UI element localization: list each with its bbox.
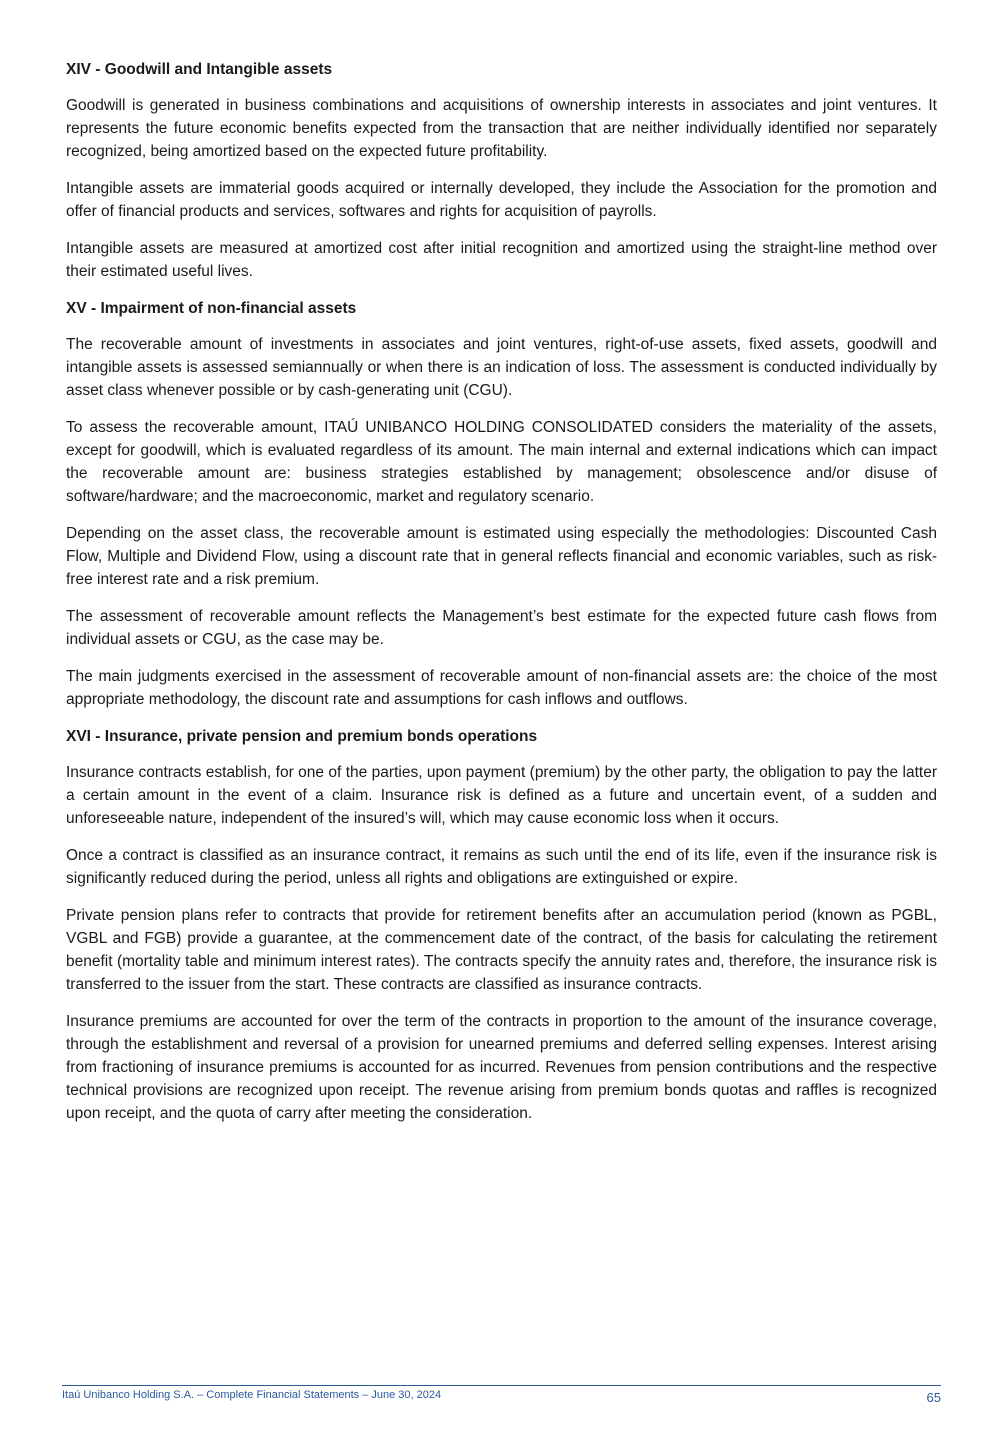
paragraph: Depending on the asset class, the recoverable amount is estimated using especially the methodologies: Discounted Cash Flow, Multiple and Dividend Flow, using a discount rate that in general reflects financial and economic variables, such as risk-free interest rate and a risk premium. xyxy=(66,525,937,588)
paragraph: The main judgments exercised in the assessment of recoverable amount of non-financial assets are: the choice of the most appropriate methodology, the discount rate and assumptions for cash inflows and outflows. xyxy=(66,668,937,708)
paragraph: The recoverable amount of investments in associates and joint ventures, right-of-use assets, fixed assets, goodwill and intangible assets is assessed semiannually or when there is an indication of loss. The assessment is conducted individually by asset class whenever possible or by cash-generating unit (CGU). xyxy=(66,336,937,399)
paragraph: Goodwill is generated in business combinations and acquisitions of ownership interests in associates and joint ventures. It represents the future economic benefits expected from the transaction that are neither individually identified nor separately recognized, being amortized based on the expected future profitability. xyxy=(66,97,937,160)
page-number: 65 xyxy=(926,1390,941,1405)
section-heading: XVI - Insurance, private pension and premium bonds operations xyxy=(66,728,538,745)
section-xv xyxy=(66,297,937,711)
page-footer xyxy=(62,1385,941,1405)
paragraph: The assessment of recoverable amount reflects the Management’s best estimate for the expected future cash flows from individual assets or CGU, as the case may be. xyxy=(66,608,937,648)
paragraph: Intangible assets are measured at amortized cost after initial recognition and amortized using the straight-line method over their estimated useful lives. xyxy=(66,240,937,280)
paragraph: Intangible assets are immaterial goods acquired or internally developed, they include the Association for the promotion and offer of financial products and services, softwares and rights for acquisition of payrolls. xyxy=(66,180,937,220)
section-heading: XV - Impairment of non-financial assets xyxy=(66,300,357,317)
paragraph: Private pension plans refer to contracts that provide for retirement benefits after an accumulation period (known as PGBL, VGBL and FGB) provide a guarantee, at the commencement date of the contract, of the basis for calculating the retirement benefit (mortality table and minimum interest rates). The contracts specify the annuity rates and, therefore, the insurance risk is transferred to the issuer from the start. These contracts are classified as insurance contracts. xyxy=(66,907,937,993)
section-heading: XIV - Goodwill and Intangible assets xyxy=(66,61,333,78)
section-xvi xyxy=(66,725,937,1125)
section-xiv xyxy=(66,58,937,283)
paragraph: Once a contract is classified as an insurance contract, it remains as such until the end of its life, even if the insurance risk is significantly reduced during the period, unless all rights and obligations are extinguished or expire. xyxy=(66,847,937,887)
footer-document-title: Itaú Unibanco Holding S.A. – Complete Financial Statements – June 30, 2024 xyxy=(62,1389,442,1401)
paragraph: Insurance contracts establish, for one of the parties, upon payment (premium) by the other party, the obligation to pay the latter a certain amount in the event of a claim. Insurance risk is defined as a future and uncertain event, of a sudden and unforeseeable nature, independent of the insured’s will, which may cause economic loss when it occurs. xyxy=(66,764,937,827)
document-body xyxy=(66,58,937,1139)
paragraph: Insurance premiums are accounted for over the term of the contracts in proportion to the amount of the insurance coverage, through the establishment and reversal of a provision for unearned premiums and deferred selling expenses. Interest arising from fractioning of insurance premiums is accounted for as incurred. Revenues from pension contributions and the respective technical provisions are recognized upon receipt. The revenue arising from premium bonds quotas and raffles is recognized upon receipt, and the quota of carry after meeting the consideration. xyxy=(66,1013,937,1122)
paragraph: To assess the recoverable amount, ITAÚ UNIBANCO HOLDING CONSOLIDATED considers the materiality of the assets, except for goodwill, which is evaluated regardless of its amount. The main internal and external indications which can impact the recoverable amount are: business strategies established by management; obsolescence and/or disuse of software/hardware; and the macroeconomic, market and regulatory scenario. xyxy=(66,419,937,505)
